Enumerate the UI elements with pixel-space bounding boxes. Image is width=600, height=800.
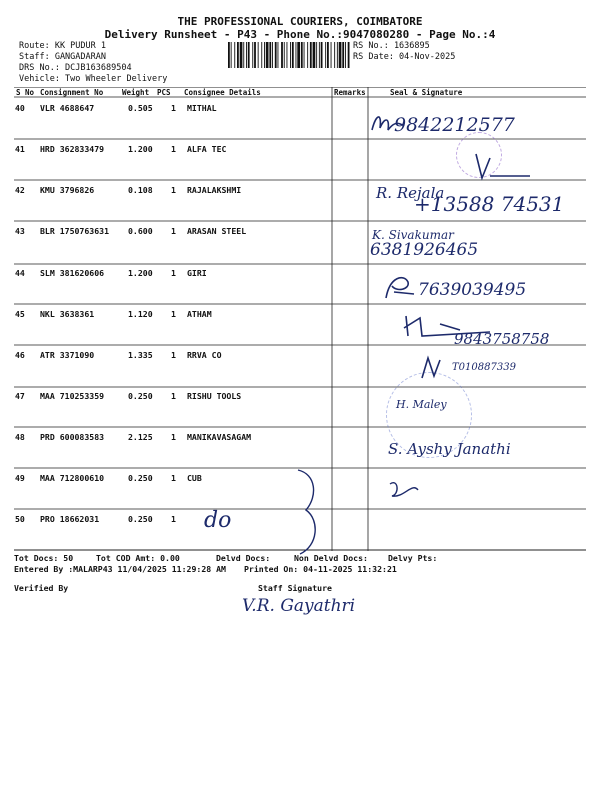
row-47-consignment: MAA 710253359 — [40, 391, 105, 401]
drs-no-label: DRS No.: DCJB163689504 — [19, 63, 132, 73]
hw-phone-43: 6381926465 — [370, 240, 479, 260]
barcode-bar — [240, 42, 243, 68]
non-delvd-docs: Non Delvd Docs: — [294, 553, 368, 563]
vehicle-label: Vehicle: Two Wheeler Delivery — [19, 74, 168, 84]
hw-ditto-50: do — [204, 508, 232, 533]
row-40-consignee: MITHAL — [187, 103, 217, 113]
row-50-sno: 50 — [15, 514, 25, 524]
row-46-consignment: ATR 3371090 — [40, 350, 95, 360]
row-43-pcs: 1 — [171, 226, 176, 236]
barcode-bar — [278, 42, 279, 68]
barcode-bar — [248, 42, 250, 68]
barcode-bar — [331, 42, 332, 68]
row-48-consignee: MANIKAVASAGAM — [187, 432, 252, 442]
row-48-sno: 48 — [15, 432, 25, 442]
row-46-pcs: 1 — [171, 350, 176, 360]
barcode-bar — [252, 42, 253, 68]
header-left-block — [19, 41, 167, 85]
barcode-bar — [254, 42, 256, 68]
col-header-weight: Weight — [122, 88, 150, 97]
row-50-pcs: 1 — [171, 514, 176, 524]
runsheet-title: Delivery Runsheet - P43 - Phone No.:9047080280 - Page No.:4 — [104, 28, 496, 41]
row-40-weight: 0.505 — [128, 103, 153, 113]
row-42-consignment: KMU 3796826 — [40, 185, 95, 195]
header-right-block — [353, 41, 455, 63]
row-49-consignee: CUB — [187, 473, 202, 483]
barcode-bar — [234, 42, 235, 68]
tot-cod-amt: Tot COD Amt: 0.00 — [96, 553, 180, 563]
col-header-remarks: Remarks — [334, 88, 366, 97]
signature-scribble-46 — [418, 354, 448, 380]
barcode-bar — [292, 42, 294, 68]
barcode-bar — [321, 42, 323, 68]
row-46-weight: 1.335 — [128, 350, 153, 360]
staff-signature-label: Staff Signature — [258, 583, 332, 593]
barcode-bar — [297, 42, 300, 68]
row-46-sno: 46 — [15, 350, 25, 360]
row-42-pcs: 1 — [171, 185, 176, 195]
hw-phone-46: T010887339 — [452, 362, 516, 373]
hw-name-43: K. Sivakumar — [372, 228, 454, 242]
barcode — [228, 42, 350, 68]
row-45-consignment: NKL 3638361 — [40, 309, 95, 319]
row-41-consignment: HRD 362833479 — [40, 144, 105, 154]
delvy-pts: Delvy Pts: — [388, 553, 438, 563]
row-42-weight: 0.108 — [128, 185, 153, 195]
row-44-consignment: SLM 381620606 — [40, 268, 105, 278]
row-41-pcs: 1 — [171, 144, 176, 154]
row-42-sno: 42 — [15, 185, 25, 195]
row-45-consignee: ATHAM — [187, 309, 212, 319]
company-title: THE PROFESSIONAL COURIERS, COIMBATORE — [177, 15, 423, 28]
barcode-bar — [304, 42, 305, 68]
row-47-weight: 0.250 — [128, 391, 153, 401]
col-header-seal-signature: Seal & Signature — [390, 88, 463, 97]
barcode-bar — [269, 42, 271, 68]
row-49-consignment: MAA 712800610 — [40, 473, 105, 483]
barcode-bar — [348, 42, 350, 68]
barcode-bar — [342, 42, 344, 68]
col-header-pcs: PCS — [157, 88, 171, 97]
hw-phone-40: 9842212577 — [394, 114, 515, 136]
barcode-bar — [284, 42, 285, 68]
barcode-bar — [287, 42, 288, 68]
row-40-consignment: VLR 4688647 — [40, 103, 95, 113]
barcode-bar — [325, 42, 326, 68]
row-43-weight: 0.600 — [128, 226, 153, 236]
barcode-bar — [266, 42, 269, 68]
col-header-consignment: Consignment No — [40, 88, 104, 97]
row-50-weight: 0.250 — [128, 514, 153, 524]
barcode-bar — [313, 42, 316, 68]
row-46-consignee: RRVA CO — [187, 350, 222, 360]
row-43-consignee: ARASAN STEEL — [187, 226, 247, 236]
verified-by-label: Verified By — [14, 583, 69, 593]
barcode-bar — [258, 42, 259, 68]
hw-phone-42: +13588 74531 — [414, 192, 565, 216]
barcode-bar — [319, 42, 320, 68]
printed-on: Printed On: 04-11-2025 11:32:21 — [244, 564, 397, 574]
barcode-bar — [316, 42, 317, 68]
hw-name-42: R. Rejala — [376, 184, 445, 202]
barcode-bar — [327, 42, 329, 68]
row-41-sno: 41 — [15, 144, 25, 154]
row-44-consignee: GIRI — [187, 268, 207, 278]
tot-docs: Tot Docs: 50 — [14, 553, 74, 563]
row-47-consignee: RISHU TOOLS — [187, 391, 242, 401]
delvd-docs: Delvd Docs: — [216, 553, 271, 563]
row-49-pcs: 1 — [171, 473, 176, 483]
staff-label: Staff: GANGADARAN — [19, 52, 106, 62]
rs-date-label: RS Date: 04-Nov-2025 — [353, 52, 456, 62]
barcode-bar — [339, 42, 342, 68]
barcode-bar — [296, 42, 297, 68]
rs-no-label: RS No.: 1636895 — [353, 41, 430, 51]
entered-by: Entered By :MALARP43 11/04/2025 11:29:28 AM — [14, 564, 226, 574]
barcode-bar — [310, 42, 312, 68]
row-40-sno: 40 — [15, 103, 25, 113]
barcode-bar — [345, 42, 346, 68]
col-header-consignee: Consignee Details — [184, 88, 261, 97]
barcode-bar — [281, 42, 283, 68]
row-49-weight: 0.250 — [128, 473, 153, 483]
barcode-bar — [272, 42, 273, 68]
row-41-consignee: ALFA TEC — [187, 144, 227, 154]
hw-phone-44: 7639039495 — [418, 280, 527, 300]
barcode-bar — [337, 42, 338, 68]
col-header-sno: S No — [16, 88, 35, 97]
signature-scribble-41 — [468, 150, 538, 182]
hw-name-47: H. Maley — [396, 398, 447, 411]
barcode-bar — [301, 42, 303, 68]
hw-name-48: S. Ayshy Janathi — [388, 440, 511, 458]
signature-scribble-44 — [380, 272, 420, 302]
barcode-bar — [275, 42, 277, 68]
route-label: Route: KK PUDUR 1 — [19, 41, 106, 51]
row-48-weight: 2.125 — [128, 432, 153, 442]
row-48-consignment: PRD 600083583 — [40, 432, 105, 442]
row-45-pcs: 1 — [171, 309, 176, 319]
barcode-bar — [264, 42, 265, 68]
barcode-bar — [261, 42, 262, 68]
row-50-consignment: PRO 18662031 — [40, 514, 100, 524]
barcode-bar — [228, 42, 230, 68]
staff-signature-handwriting: V.R. Gayathri — [242, 596, 356, 616]
row-47-pcs: 1 — [171, 391, 176, 401]
row-49-sno: 49 — [15, 473, 25, 483]
barcode-bar — [334, 42, 335, 68]
barcode-bar — [231, 42, 232, 68]
signature-scribble-49 — [384, 476, 424, 502]
row-43-consignment: BLR 1750763631 — [40, 226, 110, 236]
row-45-sno: 45 — [15, 309, 25, 319]
row-40-pcs: 1 — [171, 103, 176, 113]
row-44-sno: 44 — [15, 268, 25, 278]
barcode-bar — [243, 42, 244, 68]
barcode-bar — [307, 42, 308, 68]
row-43-sno: 43 — [15, 226, 25, 236]
barcode-bar — [237, 42, 239, 68]
row-44-pcs: 1 — [171, 268, 176, 278]
brace-49-50 — [292, 466, 332, 558]
row-44-weight: 1.200 — [128, 268, 153, 278]
barcode-bar — [246, 42, 247, 68]
row-47-sno: 47 — [15, 391, 25, 401]
row-42-consignee: RAJALAKSHMI — [187, 185, 242, 195]
hw-phone-45: 9843758758 — [454, 330, 550, 348]
barcode-bar — [290, 42, 291, 68]
row-41-weight: 1.200 — [128, 144, 153, 154]
row-48-pcs: 1 — [171, 432, 176, 442]
row-45-weight: 1.120 — [128, 309, 153, 319]
